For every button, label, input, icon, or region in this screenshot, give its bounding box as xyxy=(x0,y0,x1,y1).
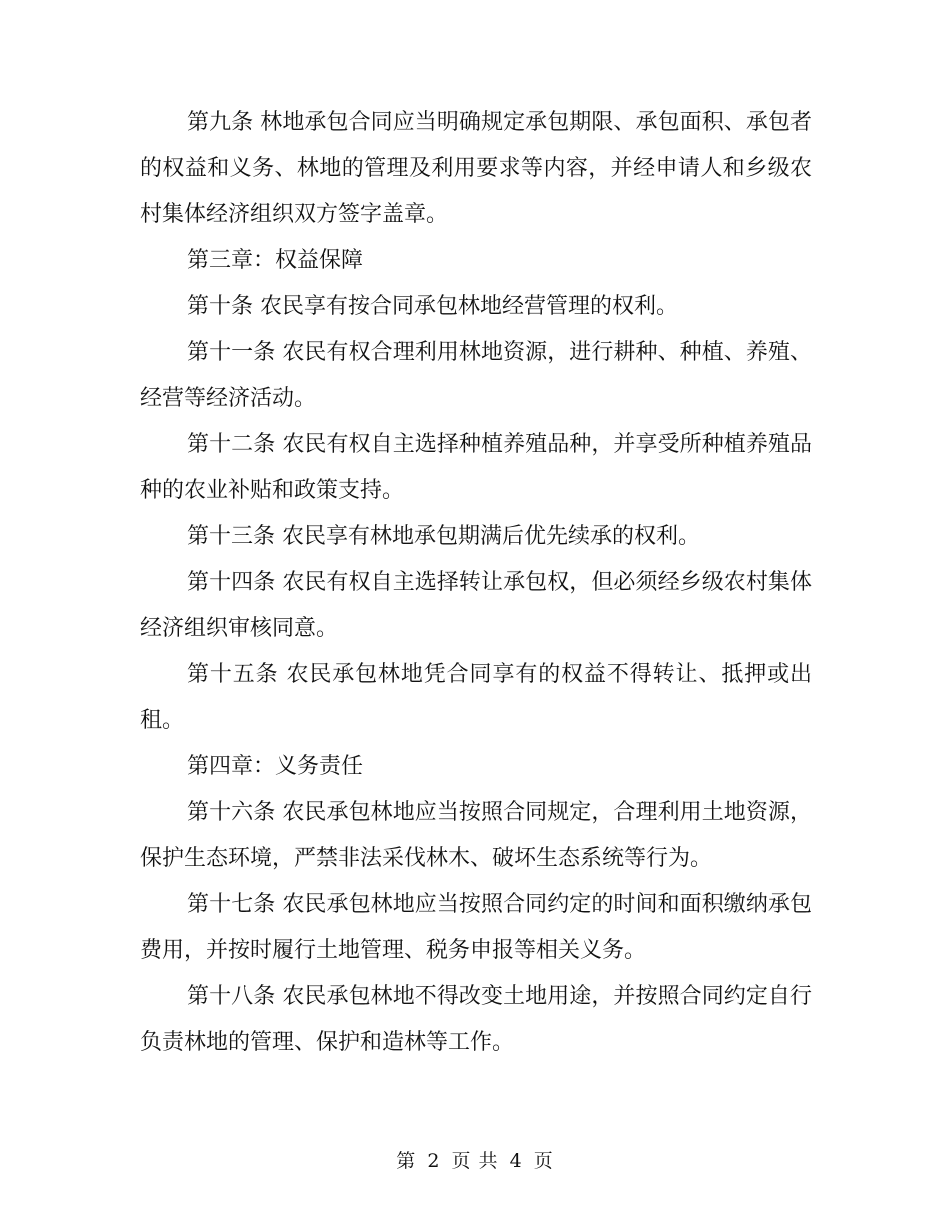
article-9: 第九条 林地承包合同应当明确规定承包期限、承包面积、承包者的权益和义务、林地的管理及利用要求等内容，并经申请人和乡级农村集体经济组织双方签字盖章。 xyxy=(140,110,812,227)
article-15: 第十五条 农民承包林地凭合同享有的权益不得转让、抵押或出租。 xyxy=(140,662,812,733)
footer-prefix: 第 xyxy=(396,1150,417,1172)
article-18: 第十八条 农民承包林地不得改变土地用途，并按照合同约定自行负责林地的管理、保护和造林等工作。 xyxy=(140,984,812,1055)
article-13: 第十三条 农民享有林地承包期满后优先续承的权利。 xyxy=(187,524,700,549)
document-body xyxy=(140,100,812,1066)
chapter-3-heading: 第三章：权益保障 xyxy=(187,248,364,273)
article-16: 第十六条 农民承包林地应当按照合同规定，合理利用土地资源，保护生态环境，严禁非法采伐林木、破坏生态系统等行为。 xyxy=(140,800,812,871)
article-17: 第十七条 农民承包林地应当按照合同约定的时间和面积缴纳承包费用，并按时履行土地管理、税务申报等相关义务。 xyxy=(140,892,812,963)
footer-current-page: 2 xyxy=(427,1150,441,1172)
page-footer xyxy=(0,1146,950,1173)
article-14: 第十四条 农民有权自主选择转让承包权，但必须经乡级农村集体经济组织审核同意。 xyxy=(140,570,812,641)
article-12: 第十二条 农民有权自主选择种植养殖品种，并享受所种植养殖品种的农业补贴和政策支持。 xyxy=(140,432,812,503)
article-11: 第十一条 农民有权合理利用林地资源，进行耕种、种植、养殖、经营等经济活动。 xyxy=(140,340,812,411)
article-10: 第十条 农民享有按合同承包林地经营管理的权利。 xyxy=(187,294,678,319)
footer-suffix: 页 xyxy=(533,1150,554,1172)
chapter-4-heading: 第四章：义务责任 xyxy=(187,754,364,779)
footer-middle: 页 共 xyxy=(451,1150,499,1172)
footer-total-pages: 4 xyxy=(509,1150,523,1172)
